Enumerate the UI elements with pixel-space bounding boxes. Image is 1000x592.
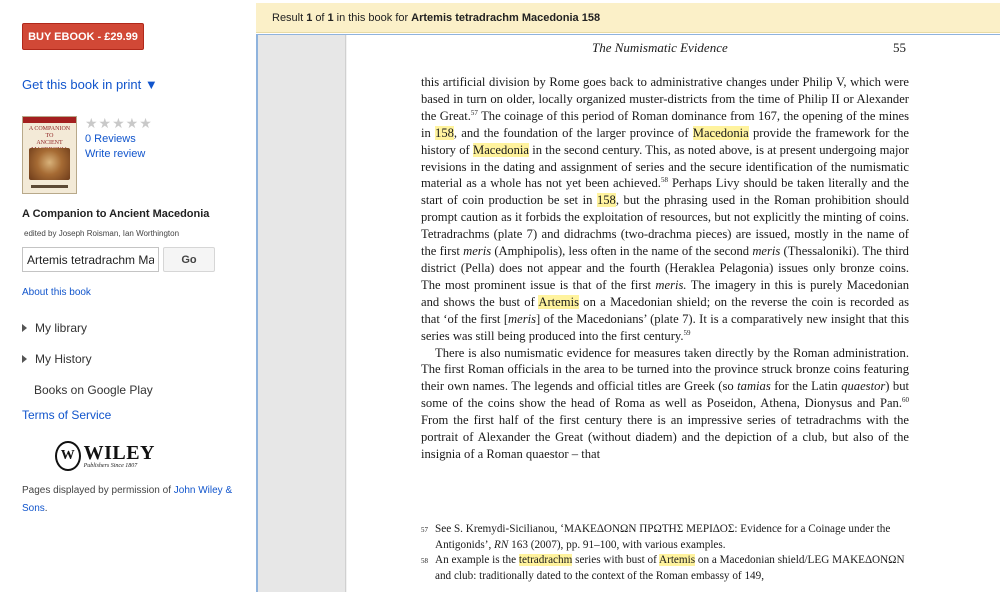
books-on-google-play-link[interactable]: Books on Google Play [34, 383, 153, 397]
book-title: A Companion to Ancient Macedonia [22, 208, 210, 220]
search-in-book-input[interactable] [22, 247, 159, 272]
expand-triangle-icon [22, 324, 27, 332]
nav-item-my-history[interactable] [22, 352, 92, 366]
search-result-bar [256, 3, 1000, 33]
result-current: 1 [306, 11, 313, 24]
page-body-text [421, 74, 909, 463]
footnote: 58 An example is the tetradrachm series with bust of Artemis on a Macedonian shield/LEG ΜΑΚΕΔΟΝΩΝ and club: traditionally dated to the context of the Roman embassy of 149, [421, 554, 905, 582]
page-gutter [258, 35, 346, 592]
sidebar [0, 0, 256, 592]
nav-item-label: My library [35, 321, 88, 335]
footnotes [421, 522, 909, 584]
expand-triangle-icon [22, 355, 27, 363]
permission-suffix: . [44, 503, 48, 514]
terms-of-service-link[interactable]: Terms of Service [22, 408, 112, 422]
get-in-print-link[interactable]: Get this book in print ▼ [22, 77, 158, 92]
write-review-link[interactable]: Write review [85, 148, 146, 160]
publisher-link[interactable]: John Wiley & Sons [22, 485, 233, 514]
rating-stars-icon[interactable]: ★★★★★ [85, 115, 153, 131]
wiley-wordmark: WILEY [83, 442, 155, 464]
cover-band [23, 117, 76, 123]
result-middle: in this book for [336, 11, 409, 24]
nav-item-my-library[interactable] [22, 321, 87, 335]
book-page-viewer[interactable] [256, 34, 1000, 592]
permission-notice [22, 482, 242, 518]
wiley-mark-icon: W [55, 441, 81, 471]
book-cover[interactable] [22, 116, 77, 194]
result-of: of [315, 11, 325, 24]
book-page [347, 35, 1000, 592]
cover-title-line: ANCIENT [36, 140, 63, 146]
permission-prefix: Pages displayed by permission of [22, 485, 171, 496]
page-number: 55 [893, 40, 906, 55]
running-head: The Numismatic Evidence [592, 40, 728, 55]
cover-title-line: A COMPANION TO [28, 126, 71, 139]
nav-item-label: My History [35, 352, 92, 366]
search-highlight: tetradrachm [518, 554, 573, 566]
footnote: 57 See S. Kremydi-Sicilianou, ‘ΜΑΚΕΔΟΝΩΝ ΠΡΩΤΗΣ ΜΕΡΙΔΟΣ: Evidence for a Coinage under the Antigonids’, RN 163 (2007), pp. 91–100, with various examples. [421, 523, 891, 551]
buy-ebook-button[interactable]: BUY EBOOK - £29.99 [22, 23, 144, 50]
result-prefix: Result [272, 11, 304, 24]
reviews-link[interactable]: 0 Reviews [85, 133, 136, 145]
about-this-book-link[interactable]: About this book [22, 287, 91, 298]
go-button[interactable]: Go [163, 247, 215, 272]
wiley-since: Publishers Since 1807 [83, 463, 138, 469]
search-highlight: 158 [435, 125, 454, 140]
search-highlight: Artemis [659, 554, 696, 566]
result-total: 1 [327, 11, 334, 24]
wiley-logo[interactable] [55, 439, 155, 473]
search-highlight: 158 [596, 193, 616, 208]
paragraph: There is also numismatic evidence for measures taken directly by the Roman administration. The first Roman officials in the area to be turned into the province struck bronze coins featuring their own names. The legends and official titles are Greek (so tamias for the Latin quaestor) but some of the coins show the head of Roma as well as Poseidon, Athena, Dionysus and Pan.$^{60}$ From the first half of the first century there is an impressive series of tetradrachms with the portrait of Alexander the Great (without diadem) and the depiction of a club, but also of the insignia of a Roman quaestor – that [421, 345, 909, 461]
search-highlight: Artemis [538, 294, 579, 309]
cover-footer [31, 185, 68, 188]
paragraph: this artificial division by Rome goes back to administrative changes under Philip V, which were based in turn on older, locally organized muster-districts from the time of Philip II or Alexander the Great.$^{57}$ The coinage of this period of Roman dominance from 167, the opening of the mines in 158, and the foundation of the larger province of Macedonia provide the framework for the history of Macedonia in the second century. This, as noted above, is at present undergoing major revisions in the dating and assignment of series and the secure identification of the numismatic material as a whole has not yet been achieved.$^{58}$ Perhaps Livy should be taken literally and the start of coin production be set in 158, but the phrasing used in the Roman prohibition should prompt caution as it forbids the exploitation of resources, but not explicitly the minting of coins. Tetradrachms (plate 7) and didrachms (two-drachma pieces) are issued, mostly in the name of the first meris (Amphipolis), less often in the name of the second meris (Thessaloniki). The third district (Pella) does not appear and the fourth (Heraklea Pelagonia) issues only bronze coins. The most prominent issue is that of the first meris. The imagery in this is purely Macedonian and shows the bust of Artemis on a Macedonian shield; on the reverse the coin is recorded as that ‘of the first [meris] of the Macedonians’ (plate 7). It is a comparatively new insight that this series was still being produced into the first century.$^{59}$ [421, 75, 910, 343]
book-editors: edited by Joseph Roisman, Ian Worthington [24, 229, 180, 238]
result-query: Artemis tetradrachm Macedonia 158 [411, 11, 601, 24]
search-highlight: Macedonia [692, 125, 749, 140]
cover-art [29, 148, 70, 180]
search-highlight: Macedonia [473, 142, 529, 157]
